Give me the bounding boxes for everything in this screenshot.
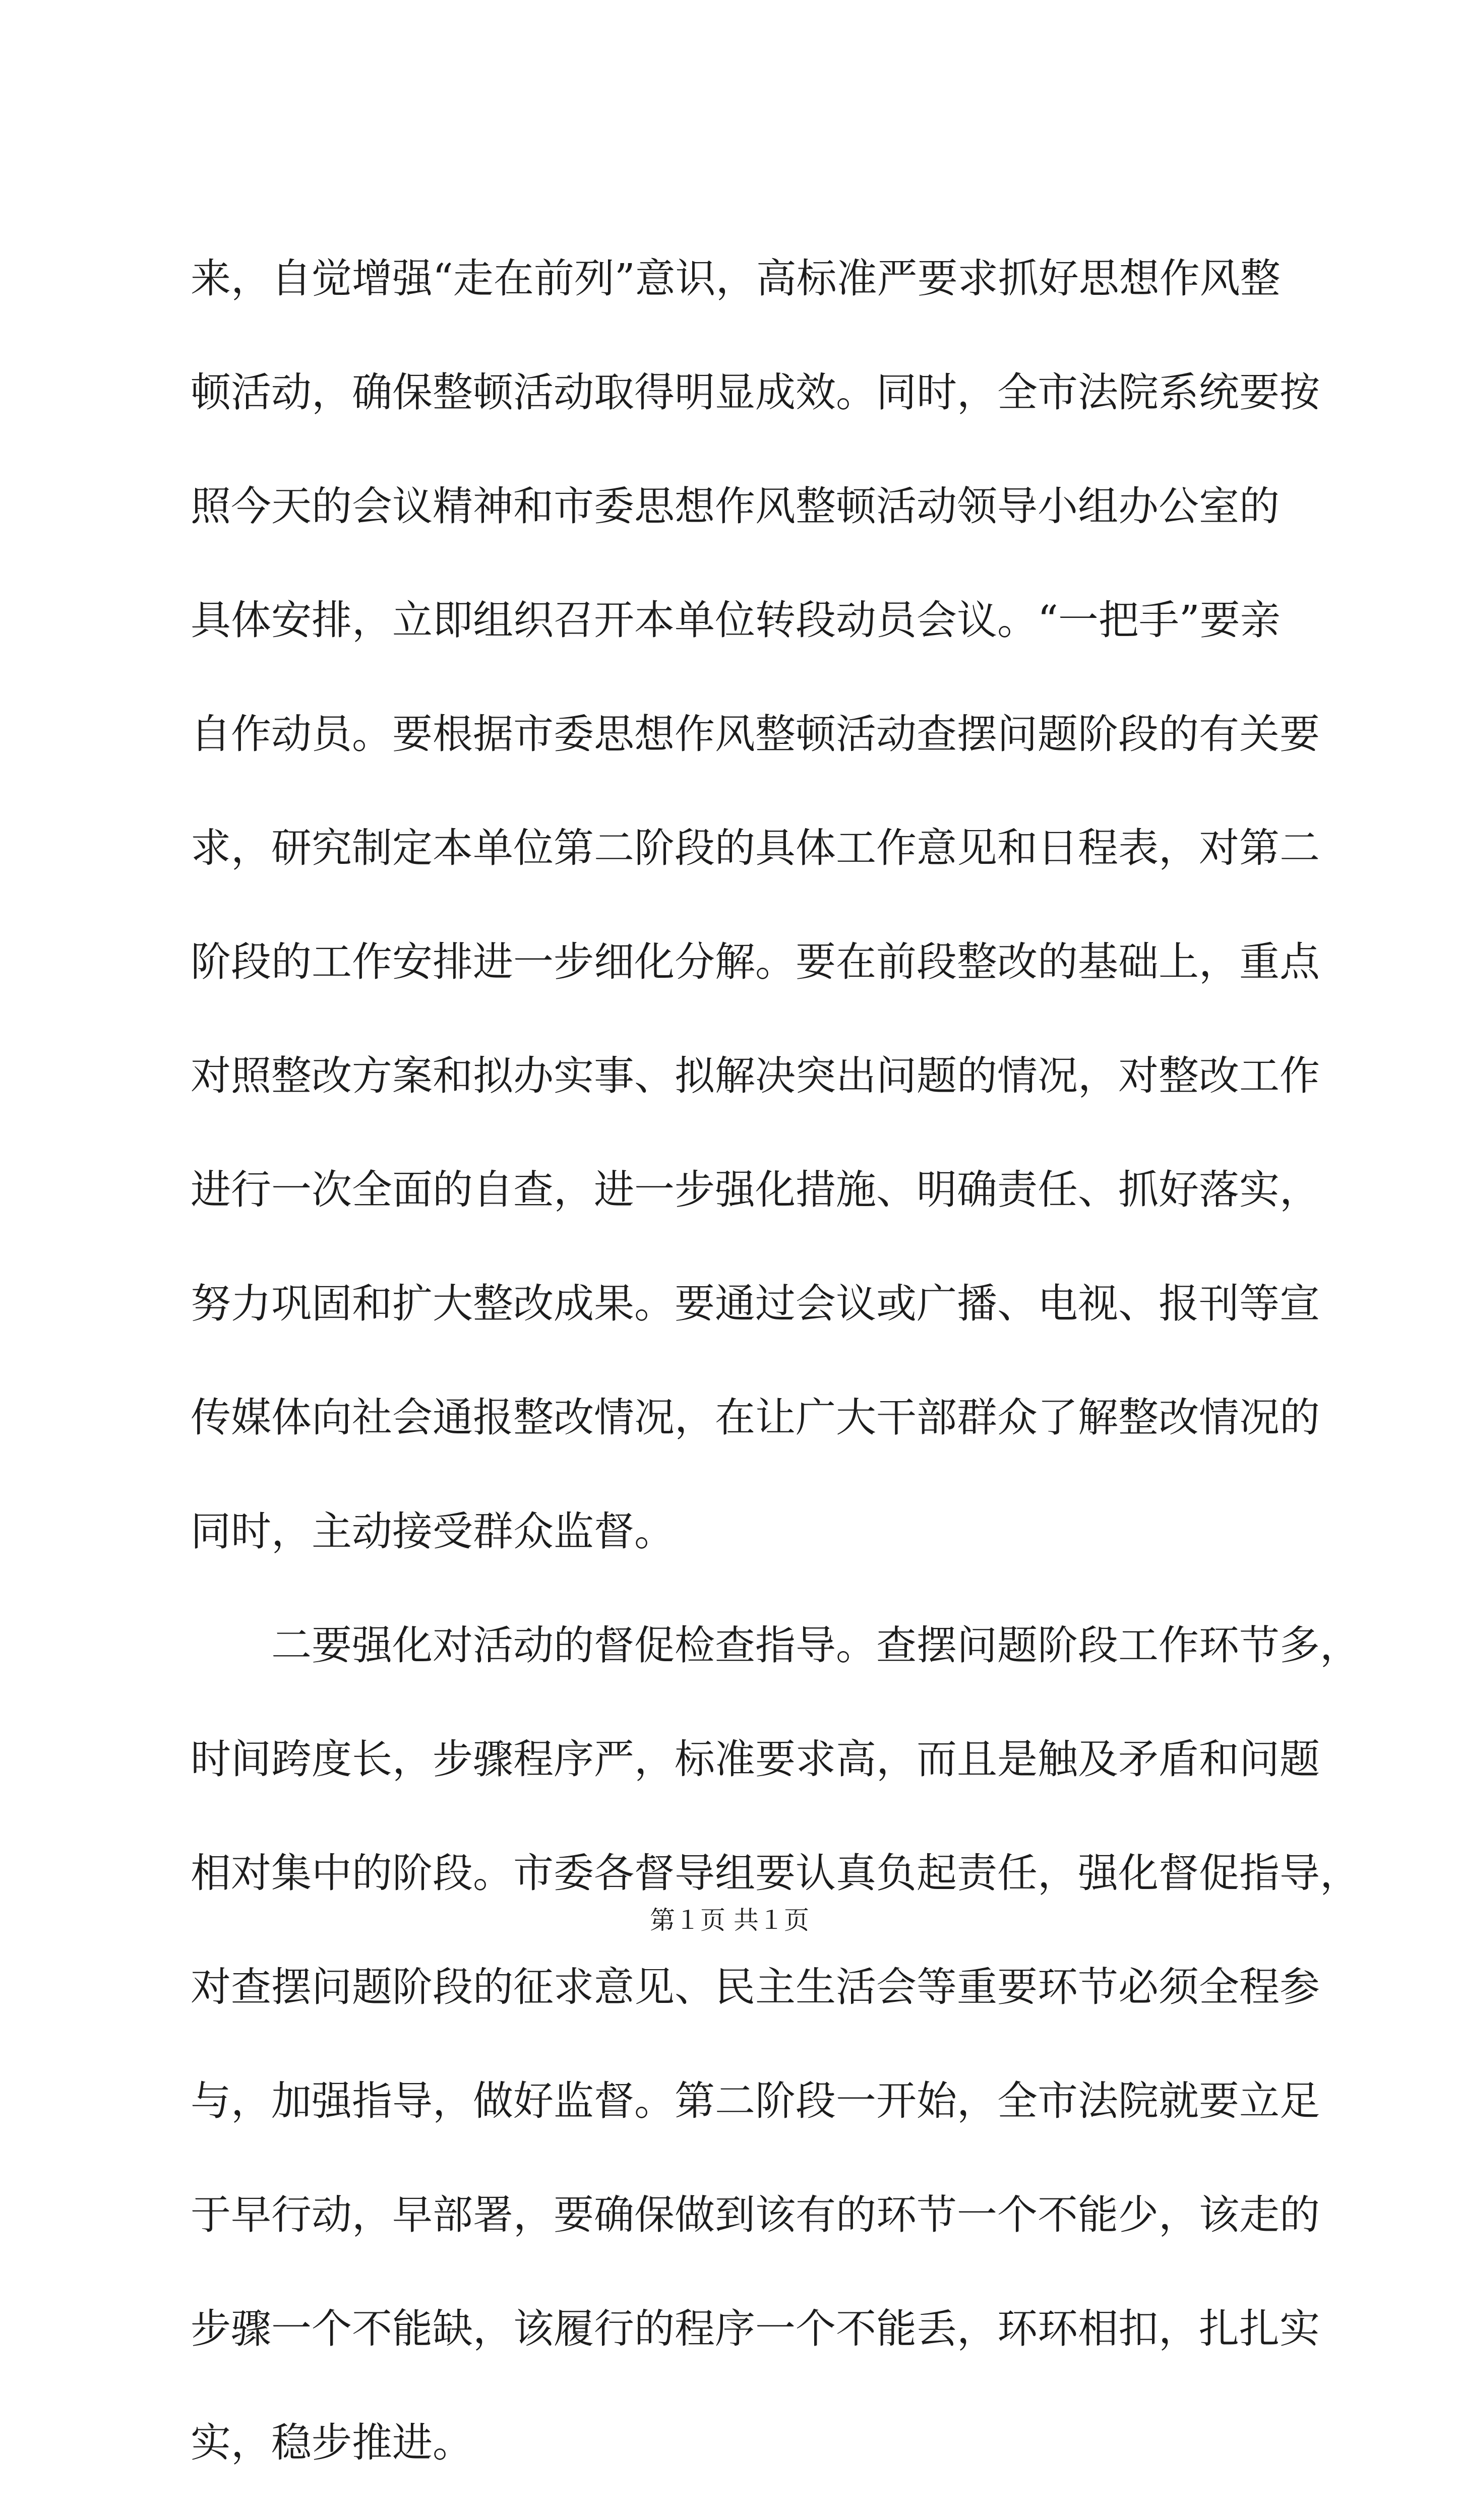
text-line: 步骤一个不能缺，该履行的程序一个不能丢，环环相扣，扎扎实 [191, 2305, 1320, 2352]
text-line: 求，研究制定本单位第二阶段的具体工作意见和日程表，对第二 [191, 825, 1320, 871]
body-text [191, 222, 1360, 2520]
text-line: 实，稳步推进。 [191, 2419, 473, 2466]
text-line: 进行一次全面的自查，进一步强化措施、明确责任、抓好落实， [191, 1166, 1320, 1213]
text-line: 与，加强指导，做好监督。第二阶段一开始，全市法院就要立足 [191, 2077, 1320, 2124]
text-line: 对查摆问题阶段的征求意见、民主生活会等重要环节必须全程参 [191, 1964, 1320, 2010]
text-line: 同时，主动接受群众监督。 [191, 1508, 675, 1555]
text-line: 自作动员。要根据市委思想作风整顿活动查摆问题阶段的有关要 [191, 711, 1320, 758]
text-line: 时间跨度长，步骤程序严，标准要求高，而且是触及矛盾和问题 [191, 1736, 1320, 1783]
page-footer: 第１页 共１页 [650, 1906, 809, 1935]
text-line: 对照整改方案和拟办实事、拟解决突出问题的情况，对整改工作 [191, 1052, 1320, 1099]
text-line: 顿活动，确保整顿活动取得明显成效。同时，全市法院系统要按 [191, 369, 1320, 416]
text-line: 具体安排，立即组织召开本单位转段动员会议。“一把手”要亲 [191, 597, 1281, 644]
text-line: 相对集中的阶段。市委各督导组要认真负起责任，强化督促指导， [191, 1850, 1360, 1897]
text-line: 传媒体向社会通报整改情况，在让广大干部群众了解整改情况的 [191, 1394, 1320, 1441]
text-line: 阶段的工作安排进一步细化分解。要在前段整改的基础上，重点 [191, 938, 1320, 985]
text-line: 努力巩固和扩大整改成果。要通过会议或广播、电视、报刊等宣 [191, 1280, 1320, 1327]
text-line: 二要强化对活动的督促检查指导。查摆问题阶段工作环节多， [191, 1622, 1360, 1669]
text-line: 来，自觉增强“走在前列”意识，高标准严要求抓好思想作风整 [191, 255, 1281, 302]
text-line [191, 2500, 1280, 2520]
text-line: 照今天的会议精神和市委思想作风整顿活动领导小组办公室的 [191, 483, 1280, 530]
text-line: 于早行动，早部署，要确保做到该有的环节一个不能少，该走的 [191, 2191, 1320, 2238]
